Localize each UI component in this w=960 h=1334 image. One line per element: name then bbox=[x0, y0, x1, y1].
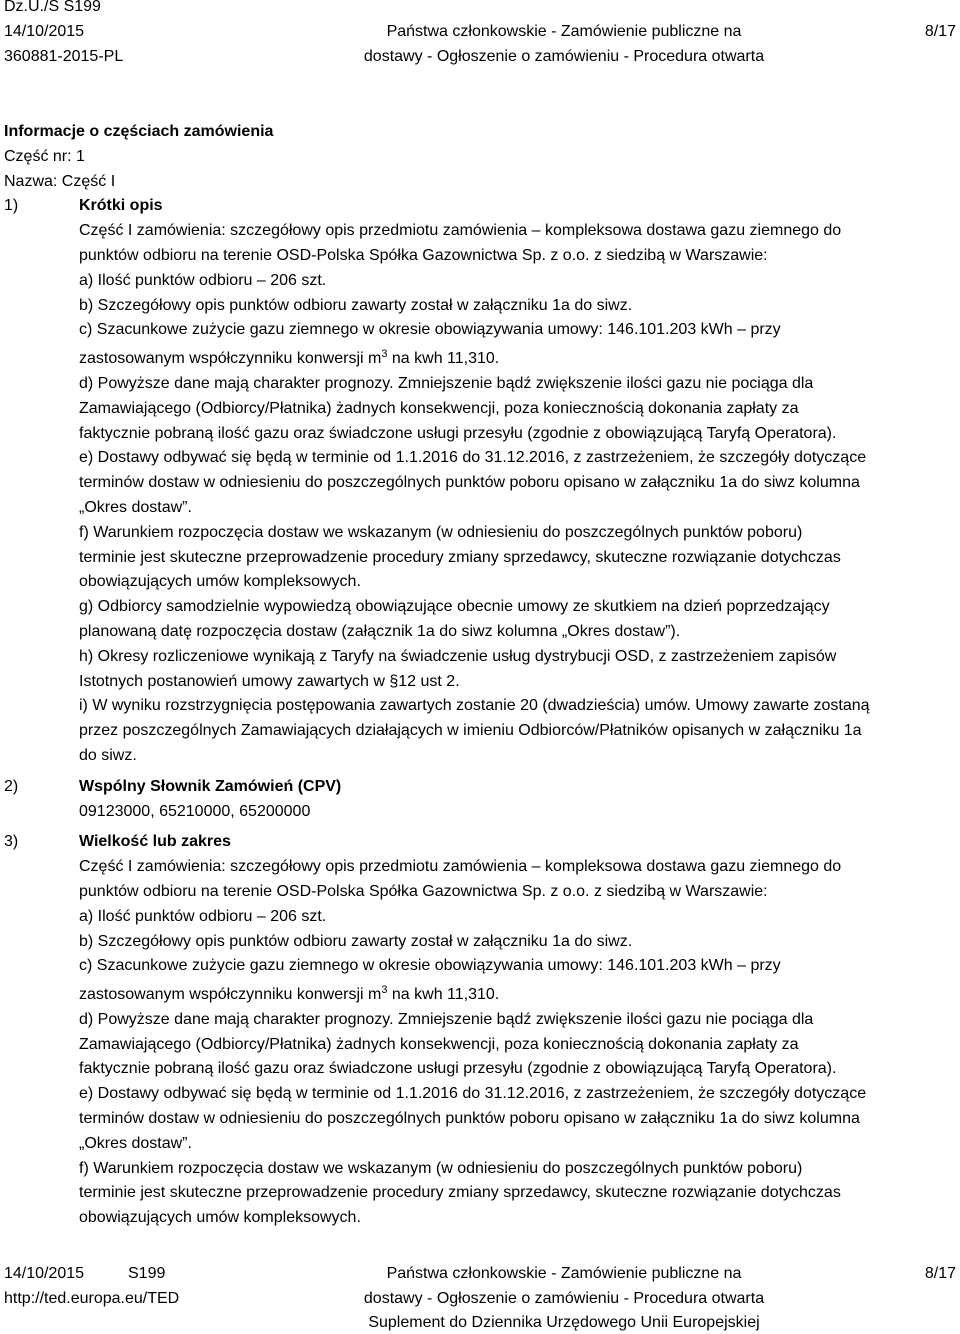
conversion-text: zastosowanym współczynniku konwersji m bbox=[79, 986, 382, 1004]
footer-url[interactable]: http://ted.europa.eu/TED bbox=[4, 1290, 180, 1307]
header-title-line1: Państwa członkowskie - Zamówienie publiczne na bbox=[386, 23, 742, 40]
text-line: Zamawiającego (Odbiorcy/Płatnika) żadnych konsekwencji, poza koniecznością dokonania zapłaty za bbox=[79, 1035, 799, 1053]
text-line: d) Powyższe dane mają charakter prognozy. Zmniejszenie bądź zwiększenie ilości gazu nie pociąga dla bbox=[79, 374, 814, 392]
header-ref: Dz.U./S S199 bbox=[4, 0, 101, 15]
text-line: Część I zamówienia: szczegółowy opis przedmiotu zamówienia – kompleksowa dostawa gazu ziemnego do bbox=[79, 858, 842, 876]
text-line: f) Warunkiem rozpoczęcia dostaw we wskazanym (w odniesieniu do poszczególnych punktów poboru) bbox=[79, 523, 803, 541]
footer-date: 14/10/2015 bbox=[4, 1265, 85, 1282]
conversion-line bbox=[79, 343, 956, 372]
part-number: Część nr: 1 bbox=[4, 147, 85, 165]
header-title-line2: dostawy - Ogłoszenie o zamówieniu - Procedura otwarta bbox=[363, 48, 765, 65]
text-line: obowiązujących umów kompleksowych. bbox=[79, 573, 361, 591]
section-heading: Informacje o częściach zamówienia bbox=[4, 123, 274, 140]
text-line: e) Dostawy odbywać się będą w terminie od 1.1.2016 do 31.12.2016, z zastrzeżeniem, że szczegóły dotyczące bbox=[79, 449, 867, 467]
text-line: terminie jest skuteczne przeprowadzenie procedury zmiany sprzedawcy, skuteczne rozwiązanie dotychczas bbox=[79, 1184, 841, 1202]
conversion-text: zastosowanym współczynniku konwersji m bbox=[79, 350, 382, 368]
conversion-value: na kwh 11,310. bbox=[387, 350, 500, 368]
text-line: przez poszczególnych Zamawiających działających w imieniu Odbiorców/Płatników opisanych w załączniku 1a bbox=[79, 722, 862, 740]
text-line: Istotnych postanowień umowy zawartych w §12 ust 2. bbox=[79, 672, 460, 690]
text-line: „Okres dostaw”. bbox=[79, 498, 192, 516]
text-line: a) Ilość punktów odbioru – 206 szt. bbox=[79, 907, 327, 925]
text-line: „Okres dostaw”. bbox=[79, 1134, 192, 1152]
text-line: terminów dostaw w odniesieniu do poszczególnych punktów poboru opisano w załączniku 1a do siwz kolumna bbox=[79, 474, 860, 492]
footer-title-line1: Państwa członkowskie - Zamówienie publiczne na bbox=[386, 1265, 742, 1282]
item-short-description bbox=[4, 194, 956, 768]
document-body bbox=[4, 120, 956, 1231]
footer-title-line2: dostawy - Ogłoszenie o zamówieniu - Procedura otwarta bbox=[363, 1290, 765, 1307]
header-page-number: 8/17 bbox=[924, 23, 956, 40]
text-line: faktycznie pobraną ilość gazu oraz świadczone usługi przesyłu (zgodnie z obowiązującą Taryfą Operatora). bbox=[79, 424, 837, 442]
text-line: e) Dostawy odbywać się będą w terminie od 1.1.2016 do 31.12.2016, z zastrzeżeniem, że szczegóły dotyczące bbox=[79, 1085, 867, 1103]
item-quantity-scope bbox=[4, 830, 956, 1231]
text-line: terminie jest skuteczne przeprowadzenie procedury zmiany sprzedawcy, skuteczne rozwiązanie dotychczas bbox=[79, 548, 841, 566]
header-date: 14/10/2015 bbox=[4, 23, 85, 40]
text-line: f) Warunkiem rozpoczęcia dostaw we wskazanym (w odniesieniu do poszczególnych punktów poboru) bbox=[79, 1159, 803, 1177]
item-number: 2) bbox=[4, 777, 19, 795]
footer-title-line3: Suplement do Dziennika Urzędowego Unii Europejskiej bbox=[368, 1314, 760, 1331]
text-line: a) Ilość punktów odbioru – 206 szt. bbox=[79, 271, 327, 289]
text-line: h) Okresy rozliczeniowe wynikają z Taryfy na świadczenie usług dystrybucji OSD, z zastrzeżeniem zapisów bbox=[79, 647, 837, 665]
item-number: 3) bbox=[4, 833, 19, 851]
text-line: planowaną datę rozpoczęcia dostaw (załącznik 1a do siwz kolumna „Okres dostaw”). bbox=[79, 622, 681, 640]
text-line: d) Powyższe dane mają charakter prognozy. Zmniejszenie bądź zwiększenie ilości gazu nie pociąga dla bbox=[79, 1010, 814, 1028]
part-name: Nazwa: Część I bbox=[4, 172, 116, 190]
text-line: obowiązujących umów kompleksowych. bbox=[79, 1209, 361, 1227]
text-line: Część I zamówienia: szczegółowy opis przedmiotu zamówienia – kompleksowa dostawa gazu ziemnego do bbox=[79, 222, 842, 240]
text-line: Zamawiającego (Odbiorcy/Płatnika) żadnych konsekwencji, poza koniecznością dokonania zapłaty za bbox=[79, 399, 799, 417]
item-cpv bbox=[4, 775, 956, 825]
text-line: b) Szczegółowy opis punktów odbioru zawarty został w załączniku 1a do siwz. bbox=[79, 932, 633, 950]
conversion-value: na kwh 11,310. bbox=[387, 986, 500, 1004]
superscript: 3 bbox=[381, 348, 388, 361]
footer-page-number: 8/17 bbox=[924, 1265, 956, 1282]
text-line: terminów dostaw w odniesieniu do poszczególnych punktów poboru opisano w załączniku 1a do siwz kolumna bbox=[79, 1110, 860, 1128]
item-title: Wielkość lub zakres bbox=[79, 833, 231, 851]
item-title: Krótki opis bbox=[79, 197, 163, 215]
item-number: 1) bbox=[4, 197, 19, 215]
footer-issue: S199 bbox=[128, 1265, 166, 1282]
superscript: 3 bbox=[381, 984, 388, 997]
cpv-codes: 09123000, 65210000, 65200000 bbox=[79, 802, 311, 820]
conversion-line bbox=[79, 979, 956, 1008]
text-line: i) W wyniku rozstrzygnięcia postępowania zawartych zostanie 20 (dwadzieścia) umów. Umowy zawarte zostaną bbox=[79, 697, 870, 715]
item-title: Wspólny Słownik Zamówień (CPV) bbox=[79, 777, 342, 795]
header-doc-id: 360881-2015-PL bbox=[4, 48, 124, 65]
text-line: c) Szacunkowe zużycie gazu ziemnego w okresie obowiązywania umowy: 146.101.203 kWh – przy bbox=[79, 321, 781, 339]
text-line: b) Szczegółowy opis punktów odbioru zawarty został w załączniku 1a do siwz. bbox=[79, 296, 633, 314]
text-line: do siwz. bbox=[79, 746, 137, 764]
text-line: faktycznie pobraną ilość gazu oraz świadczone usługi przesyłu (zgodnie z obowiązującą Taryfą Operatora). bbox=[79, 1060, 837, 1078]
text-line: c) Szacunkowe zużycie gazu ziemnego w okresie obowiązywania umowy: 146.101.203 kWh – przy bbox=[79, 957, 781, 975]
text-line: punktów odbioru na terenie OSD-Polska Spółka Gazownictwa Sp. z o.o. z siedzibą w Warszawie: bbox=[79, 882, 768, 900]
text-line: g) Odbiorcy samodzielnie wypowiedzą obowiązujące obecnie umowy ze skutkiem na dzień poprzedzający bbox=[79, 598, 830, 616]
text-line: punktów odbioru na terenie OSD-Polska Spółka Gazownictwa Sp. z o.o. z siedzibą w Warszawie: bbox=[79, 246, 768, 264]
